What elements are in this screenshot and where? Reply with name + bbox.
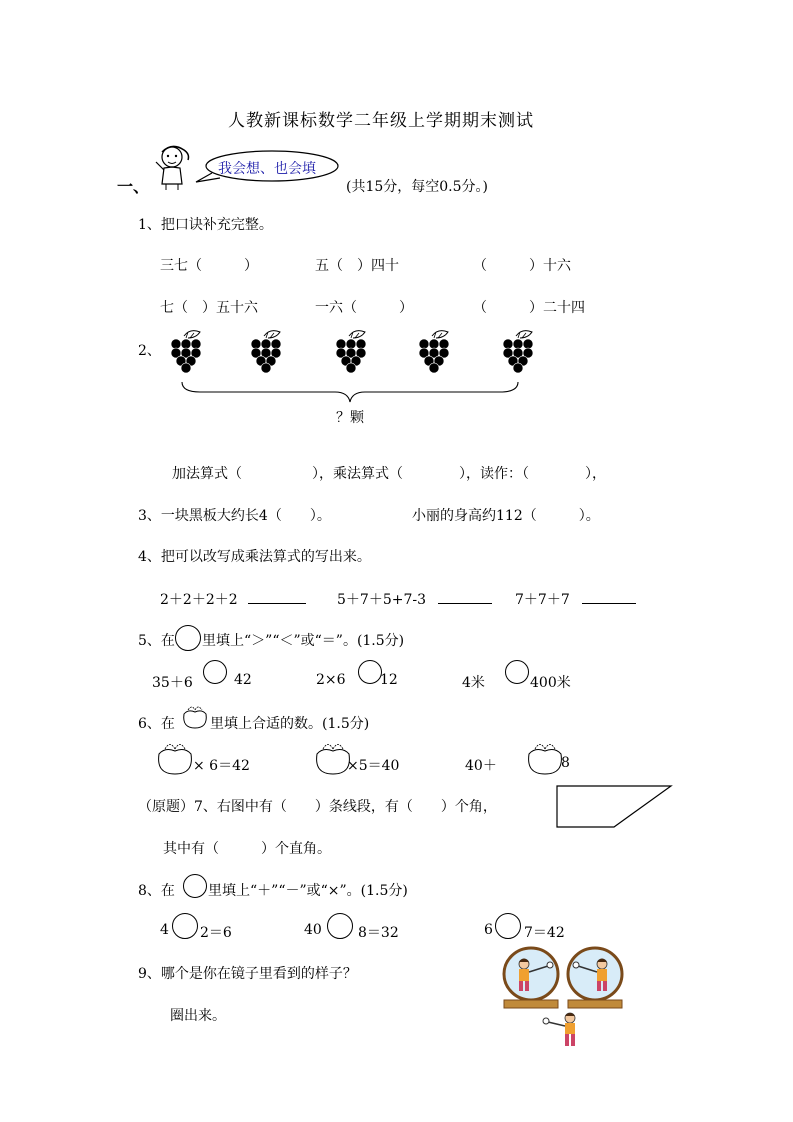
q4-item: [337, 589, 492, 609]
answer-line[interactable]: [582, 603, 636, 604]
answer-circle[interactable]: [358, 660, 382, 684]
q1-item: （ ）二十四: [473, 300, 585, 316]
q8-left: 6: [484, 922, 493, 938]
q1-item: 一六（ ）: [315, 300, 413, 316]
grape-icon: [168, 328, 206, 372]
section-number: 一、: [117, 177, 150, 196]
q2-answer: 加法算式（ ），乘法算式（ ），读作：（ ），: [172, 466, 606, 482]
q6-right: ×5＝40: [347, 758, 400, 774]
q6-title-a: 6、在: [138, 716, 175, 732]
q5-left: 35＋6: [152, 675, 193, 691]
q4-expression: 7＋7＋7: [515, 592, 570, 608]
q8-title-b: 里填上“＋”“－”或“×”。(1.5分): [208, 883, 408, 899]
answer-line[interactable]: [438, 603, 492, 604]
trapezoid-figure: [556, 785, 676, 829]
q6-title-b: 里填上合适的数。(1.5分): [210, 716, 370, 732]
q4-expression: 5＋7＋5+7-3: [337, 592, 426, 608]
apple-answer-box[interactable]: [525, 740, 565, 776]
grape-icon: [416, 328, 454, 372]
speech-bubble-text: 我会想、也会填: [218, 161, 316, 177]
q6-right: × 6＝42: [193, 758, 250, 774]
q8-left: 40: [304, 922, 322, 938]
mirror-option-left[interactable]: [500, 946, 562, 1010]
grape-icon: [333, 328, 371, 372]
q5-title-a: 5、在: [138, 633, 175, 649]
q8-right: 7＝42: [524, 925, 565, 941]
q8-right: 2＝6: [200, 925, 232, 941]
q8-right: 8＝32: [358, 925, 399, 941]
q1-item: 七（ ）五十六: [160, 300, 258, 316]
q6-left: 40＋: [465, 758, 497, 774]
q7-line2: 其中有（ ）个直角。: [163, 841, 331, 857]
q6-right: 8: [561, 755, 570, 771]
q5-right: 400米: [530, 675, 571, 691]
q3-text-a: 3、一块黑板大约长4（ ）。: [138, 508, 331, 524]
brace-label: ？颗: [336, 410, 364, 426]
answer-circle[interactable]: [495, 913, 521, 939]
grape-icon: [500, 328, 538, 372]
answer-circle[interactable]: [327, 913, 353, 939]
q1-item: 三七（ ）: [160, 258, 258, 274]
answer-circle[interactable]: [505, 660, 529, 684]
apple-answer-box[interactable]: [155, 740, 195, 776]
q3-text-b: 小丽的身高约112（ ）。: [412, 508, 600, 524]
q9-sub: 圈出来。: [170, 1008, 226, 1024]
answer-circle[interactable]: [203, 660, 227, 684]
apple-icon: [180, 704, 210, 730]
answer-circle[interactable]: [172, 913, 198, 939]
q4-item: [515, 589, 636, 609]
q5-left: 4米: [462, 675, 485, 691]
q5-title-b: 里填上“＞”“＜”或“＝”。(1.5分): [202, 633, 405, 649]
q4-expression: 2＋2＋2＋2: [160, 592, 238, 608]
q1-title: 1、把口诀补充完整。: [138, 217, 273, 233]
q2-number: 2、: [138, 343, 161, 359]
q5-left: 2×6: [316, 672, 346, 688]
q5-right: 12: [380, 672, 398, 688]
circle-icon: [175, 625, 201, 651]
q4-title: 4、把可以改写成乘法算式的写出来。: [138, 549, 371, 565]
circle-icon: [183, 874, 207, 898]
page-title: 人教新课标数学二年级上学期期末测试: [228, 111, 534, 131]
curly-brace: [180, 380, 520, 404]
section-note: (共15分，每空0.5分。): [346, 179, 489, 195]
q4-item: [160, 589, 306, 609]
q7-line1: （原题）7、右图中有（ ）条线段，有（ ）个角，: [138, 799, 497, 815]
q1-item: 五（ ）四十: [315, 258, 399, 274]
q5-right: 42: [234, 672, 252, 688]
q8-left: 4: [160, 922, 169, 938]
q8-title-a: 8、在: [138, 883, 175, 899]
answer-line[interactable]: [248, 603, 306, 604]
q1-item: （ ）十六: [473, 258, 571, 274]
grape-icon: [248, 328, 286, 372]
q9-title: 9、哪个是你在镜子里看到的样子？: [138, 966, 357, 982]
girl-with-racket-icon: [540, 1010, 590, 1050]
mirror-option-right[interactable]: [564, 946, 626, 1010]
